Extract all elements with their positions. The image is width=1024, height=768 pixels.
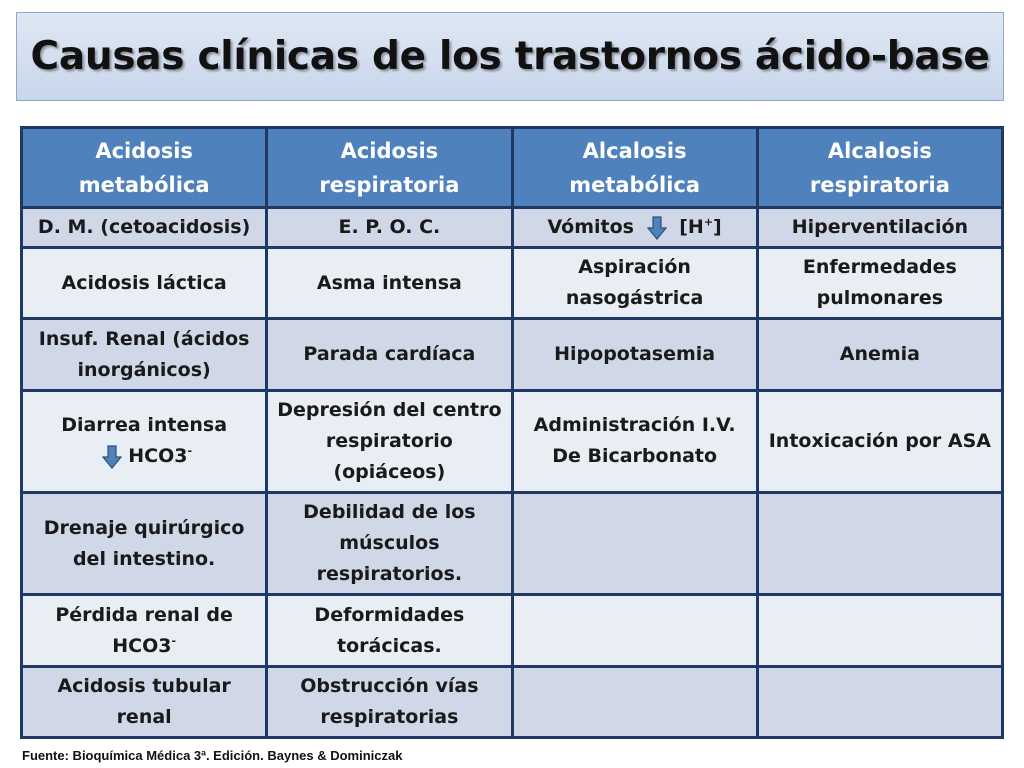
table-cell: D. M. (cetoacidosis) bbox=[22, 208, 267, 248]
down-arrow-icon bbox=[647, 216, 667, 240]
header-alcalosis-metabolica: Alcalosis metabólica bbox=[512, 128, 757, 208]
cell-text: Diarrea intensa bbox=[61, 414, 228, 437]
table-cell: Aspiración nasogástrica bbox=[512, 248, 757, 319]
table-cell bbox=[512, 208, 757, 248]
table-cell: Administración I.V. De Bicarbonato bbox=[512, 390, 757, 492]
table-cell: E. P. O. C. bbox=[267, 208, 512, 248]
table-row bbox=[22, 666, 1003, 737]
table-cell: Obstrucción vías respiratorias bbox=[267, 666, 512, 737]
header-acidosis-respiratoria: Acidosis respiratoria bbox=[267, 128, 512, 208]
table-cell: Acidosis tubular renal bbox=[22, 666, 267, 737]
table-cell: Depresión del centro respiratorio (opiáceos) bbox=[267, 390, 512, 492]
source-citation: Fuente: Bioquímica Médica 3ª. Edición. Baynes & Dominiczak bbox=[22, 748, 403, 763]
h-ion-label: [H+] bbox=[679, 215, 722, 239]
table-cell: Acidosis láctica bbox=[22, 248, 267, 319]
cell-text: Vómitos bbox=[547, 216, 634, 239]
table-cell bbox=[757, 666, 1002, 737]
page-title: Causas clínicas de los trastornos ácido-base bbox=[30, 34, 990, 79]
table-cell: Anemia bbox=[757, 319, 1002, 390]
table-cell bbox=[22, 390, 267, 492]
header-alcalosis-respiratoria: Alcalosis respiratoria bbox=[757, 128, 1002, 208]
table-cell: Debilidad de los músculos respiratorios. bbox=[267, 493, 512, 595]
header-row bbox=[22, 128, 1003, 208]
table-cell: Intoxicación por ASA bbox=[757, 390, 1002, 492]
table-cell: Deformidades torácicas. bbox=[267, 595, 512, 666]
table-cell bbox=[22, 595, 267, 666]
title-box bbox=[16, 12, 1004, 101]
table-cell: Insuf. Renal (ácidos inorgánicos) bbox=[22, 319, 267, 390]
cell-text: Pérdida renal de bbox=[55, 603, 233, 626]
table-row bbox=[22, 595, 1003, 666]
table-cell: Parada cardíaca bbox=[267, 319, 512, 390]
hco3-line: HCO3- bbox=[112, 634, 177, 657]
table-cell: Enfermedades pulmonares bbox=[757, 248, 1002, 319]
down-arrow-icon bbox=[102, 445, 122, 469]
table-cell: Asma intensa bbox=[267, 248, 512, 319]
table-cell bbox=[512, 666, 757, 737]
table-cell: Hipopotasemia bbox=[512, 319, 757, 390]
table-cell bbox=[757, 493, 1002, 595]
hco3-line: HCO3- bbox=[27, 441, 261, 472]
header-acidosis-metabolica: Acidosis metabólica bbox=[22, 128, 267, 208]
table-row bbox=[22, 319, 1003, 390]
table-cell bbox=[512, 595, 757, 666]
table-cell bbox=[757, 595, 1002, 666]
causes-table bbox=[20, 126, 1004, 739]
table-row bbox=[22, 390, 1003, 492]
table-row bbox=[22, 248, 1003, 319]
table-cell: Hiperventilación bbox=[757, 208, 1002, 248]
table-cell: Drenaje quirúrgico del intestino. bbox=[22, 493, 267, 595]
table-cell bbox=[512, 493, 757, 595]
table-row bbox=[22, 208, 1003, 248]
table-row bbox=[22, 493, 1003, 595]
